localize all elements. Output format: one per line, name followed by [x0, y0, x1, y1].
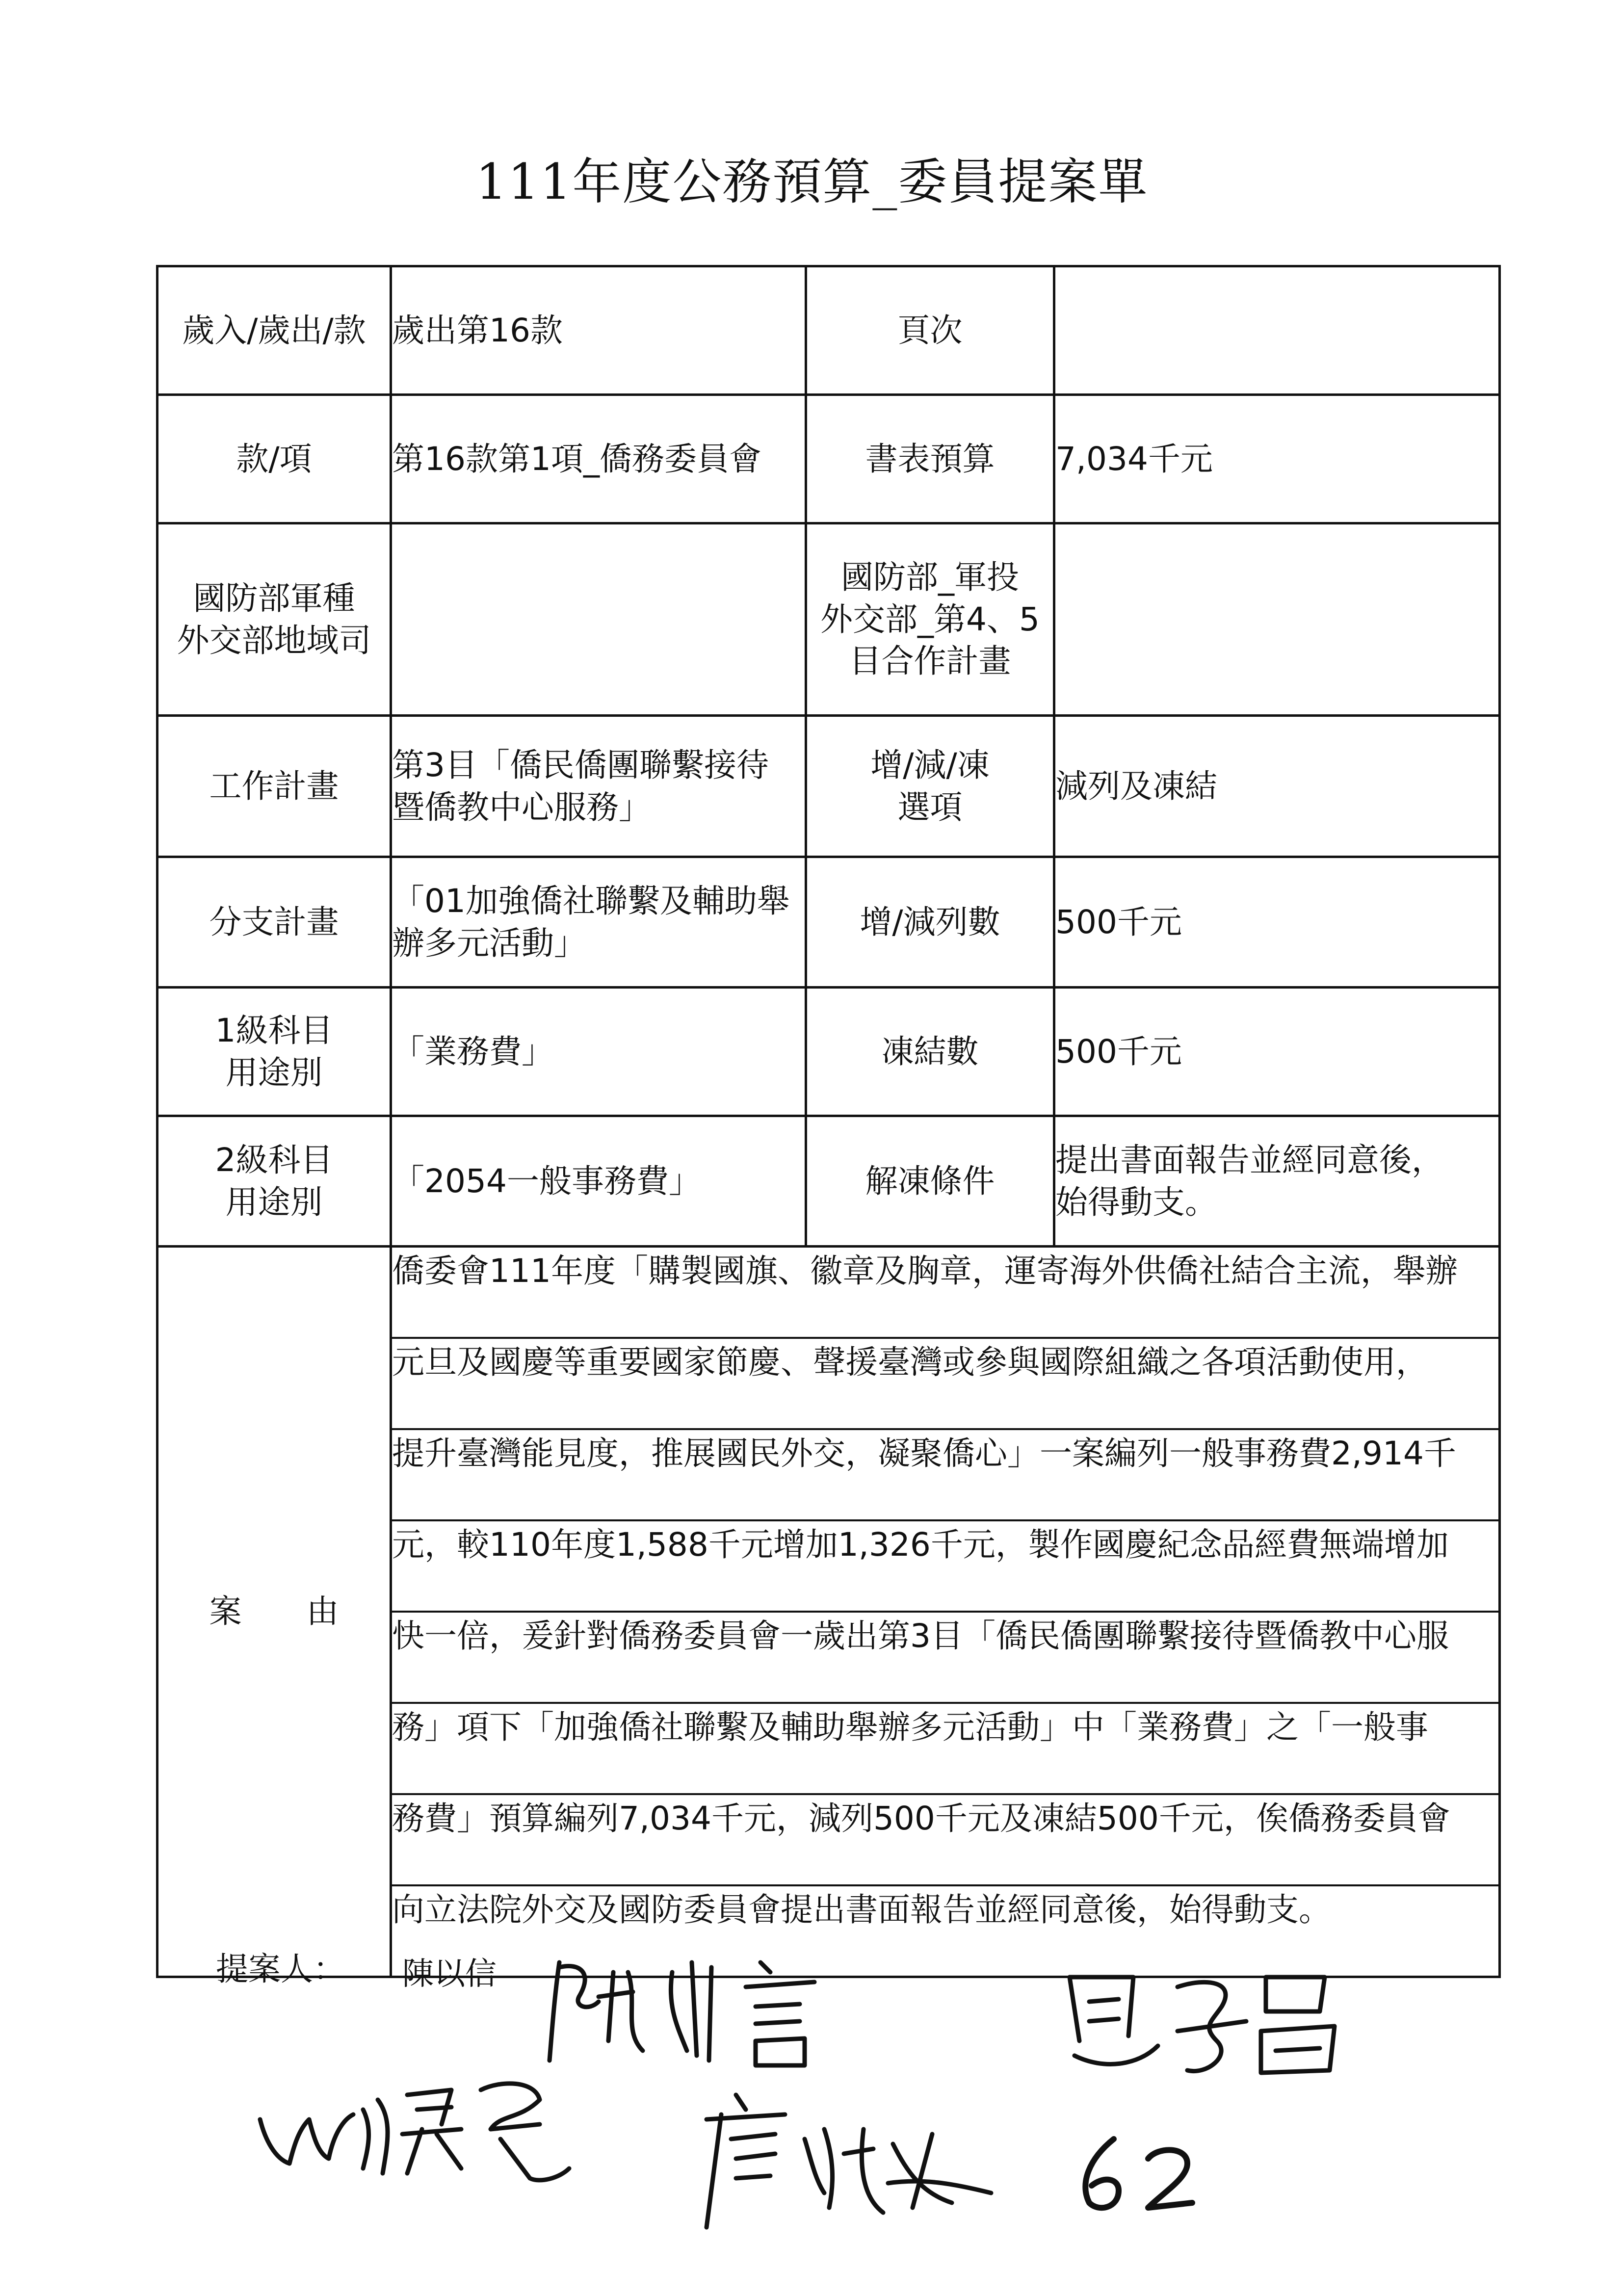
- reason-line: 元旦及國慶等重要國家節慶、聲援臺灣或參與國際組織之各項活動使用，: [392, 1339, 1498, 1430]
- field-label: 解凍條件: [806, 1116, 1054, 1247]
- reason-text: [391, 1247, 1500, 1977]
- table-row: [157, 266, 1500, 395]
- field-label: 凍結數: [806, 988, 1054, 1116]
- signature-4: [677, 2085, 1001, 2232]
- field-label: 款/項: [157, 395, 391, 523]
- reason-line: 元，較110年度1,588千元增加1,326千元，製作國慶紀念品經費無端增加: [392, 1521, 1498, 1613]
- field-value: 第3目「僑民僑團聯繫接待 暨僑教中心服務」: [391, 716, 806, 857]
- field-label: 書表預算: [806, 395, 1054, 523]
- field-value: 「業務費」: [391, 988, 806, 1116]
- field-value: 「2054一般事務費」: [391, 1116, 806, 1247]
- reason-line: 向立法院外交及國防委員會提出書面報告並經同意後，始得動支。: [392, 1891, 1331, 1929]
- field-value: 減列及凍結: [1054, 716, 1500, 857]
- table-row: [157, 988, 1500, 1116]
- reason-line: 務費」預算編列7,034千元，減列500千元及凍結500千元，俟僑務委員會: [392, 1795, 1498, 1886]
- reason-line: 務」項下「加強僑社聯繫及輔助舉辦多元活動」中「業務費」之「一般事: [392, 1704, 1498, 1795]
- table-row: [157, 716, 1500, 857]
- field-label: 歲入/歲出/款: [157, 266, 391, 395]
- field-label: 增/減/凍 選項: [806, 716, 1054, 857]
- field-value: 歲出第16款: [391, 266, 806, 395]
- document-title: 111年度公務預算_委員提案單: [475, 153, 1149, 210]
- field-value: 500千元: [1054, 857, 1500, 988]
- field-value: 第16款第1項_僑務委員會: [391, 395, 806, 523]
- field-label: 分支計畫: [157, 857, 391, 988]
- field-label: 國防部_軍投 外交部_第4、5 目合作計畫: [806, 523, 1054, 716]
- field-value: [391, 523, 806, 716]
- proposer-label: 提案人：: [216, 1950, 345, 1988]
- reason-line: 提升臺灣能見度，推展國民外交，凝聚僑心」一案編列一般事務費2,914千: [392, 1430, 1498, 1521]
- table-row: [157, 857, 1500, 988]
- field-value: 500千元: [1054, 988, 1500, 1116]
- table-row: [157, 395, 1500, 523]
- handwritten-number-text: 62: [1070, 2124, 1071, 2125]
- field-value: 「01加強僑社聯繫及輔助舉 辦多元活動」: [391, 857, 806, 988]
- reason-line: 快一倍，爰針對僑務委員會一歲出第3目「僑民僑團聯繫接待暨僑教中心服: [392, 1613, 1498, 1704]
- table-row: [157, 1247, 1500, 1977]
- proposer-name: 陳以信: [402, 1956, 497, 1992]
- table-row: [157, 523, 1500, 716]
- signature-1: [540, 1943, 893, 2070]
- field-label: 增/減列數: [806, 857, 1054, 988]
- field-value: [1054, 523, 1500, 716]
- reason-label: 案 由: [157, 1247, 391, 1977]
- field-value: 提出書面報告並經同意後， 始得動支。: [1054, 1116, 1500, 1247]
- field-label: 2級科目 用途別: [157, 1116, 391, 1247]
- reason-line: 僑委會111年度「購製國旗、徽章及胸章，運寄海外供僑社結合主流，舉辦: [392, 1248, 1498, 1339]
- field-value: [1054, 266, 1500, 395]
- field-label: 1級科目 用途別: [157, 988, 391, 1116]
- signature-3: [245, 2061, 618, 2188]
- table-row: [157, 1116, 1500, 1247]
- signature-2: [1060, 1957, 1364, 2085]
- field-label: 頁次: [806, 266, 1054, 395]
- handwritten-number: [1070, 2124, 1217, 2222]
- field-value: 7,034千元: [1054, 395, 1500, 523]
- field-label: 國防部軍種 外交部地域司: [157, 523, 391, 716]
- proposal-table: [156, 265, 1501, 1978]
- field-label: 工作計畫: [157, 716, 391, 857]
